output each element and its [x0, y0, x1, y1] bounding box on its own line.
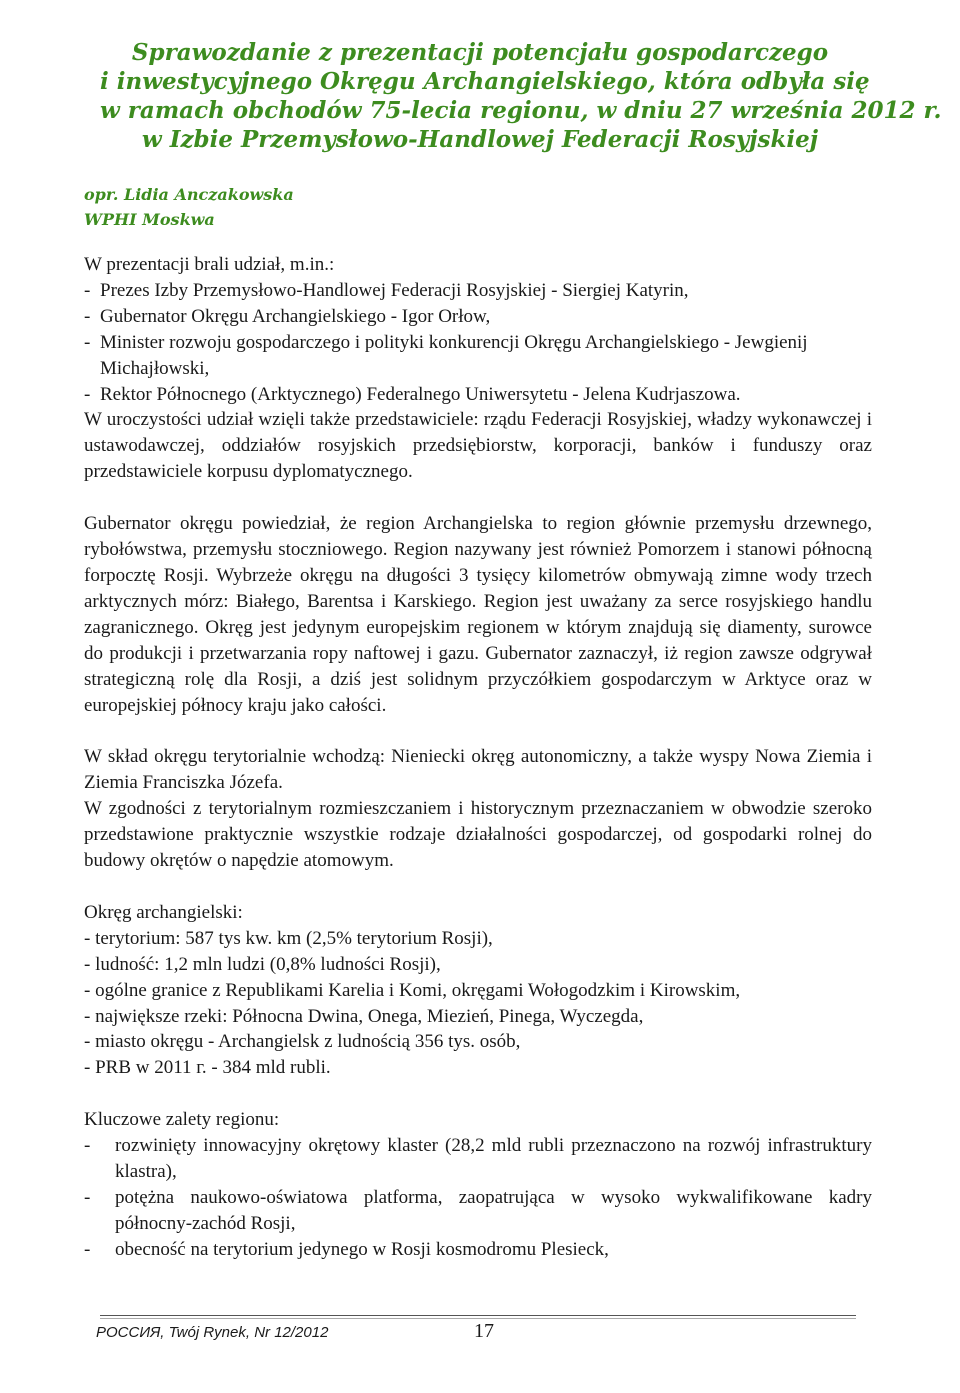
spacer — [84, 1081, 872, 1107]
title-line-1: Sprawozdanie z prezentacji potencjału gospodarczego — [131, 39, 829, 66]
participant-item — [84, 382, 872, 408]
list-dash: - — [84, 1135, 91, 1157]
participant-item — [84, 278, 872, 304]
spacer — [84, 485, 872, 511]
report-body — [84, 252, 872, 1263]
title-line-4: w Izbie Przemysłowo-Handlowej Federacji Rosyjskiej — [141, 126, 819, 153]
activity-paragraph: W zgodności z terytorialnym rozmieszczaniem i historycznym przeznaczaniem w obwodzie szeroko przedstawione praktycznie wszystkie rodzaje działalności gospodarczej, od gospodarki rolnej do budowy okrętów o napędzie atomowym. — [84, 798, 872, 872]
participant-item — [84, 330, 872, 382]
title-line-3: w ramach obchodów 75-lecia regionu, w dniu 27 września 2012 r. — [100, 97, 942, 124]
advantage-text: potężna naukowo-oświatowa platforma, zaopatrująca w wysoko wykwalifikowane kadry północny-zachód Rosji, — [115, 1187, 872, 1234]
spacer — [84, 718, 872, 744]
fact-item: - PRB w 2011 г. - 384 mld rubli. — [84, 1057, 331, 1079]
fact-item: - ogólne granice z Republikami Karelia i Komi, okręgami Wołogodzkim i Kirowskim, — [84, 979, 741, 1001]
participants-intro: W prezentacji brali udział, m.in.: — [84, 254, 335, 275]
author-block — [84, 182, 294, 232]
list-dash: - — [84, 279, 91, 301]
advantage-text: rozwinięty innowacyjny okrętowy klaster (28,2 mld rubli przeznaczono na rozwój infrastruktury klastra), — [115, 1135, 872, 1183]
list-dash: - — [84, 305, 91, 327]
participant-item — [84, 304, 872, 330]
advantage-item — [84, 1237, 872, 1263]
report-title — [100, 38, 942, 154]
list-dash: - — [84, 1187, 91, 1208]
footer-divider-secondary — [100, 1318, 856, 1319]
title-line-2: i inwestycyjnego Okręgu Archangielskiego, która odbyła się — [100, 68, 870, 95]
list-dash: - — [84, 1238, 91, 1260]
footer-divider — [100, 1315, 856, 1316]
fact-item: - miasto okręgu - Archangielsk z ludnością 356 tys. osób, — [84, 1031, 521, 1053]
governor-paragraph: Gubernator okręgu powiedział, że region Archangielska to region głównie przemysłu drzewnego, rybołówstwa, przemysłu stoczniowego. Region nazywany jest również Pomorzem i stanowi północną forpocztę Rosji. Wybrzeże okręgu na długości 3 tysięcy kilometrów obmywają zimne wody trzech arktycznych mórz: Białego, Barentsa i Karskiego. Region jest uważany za serce rosyjskiego handlu zagranicznego. Okręg jest jedynym europejskim regionem w którym znajdują się diamenty, surowce do produkcji i przetwarzania ropy naftowej i gazu. Gubernator zaznaczył, iż region zawsze odgrywał strategiczną rolę dla Rosji, a dziś jest solidnym przyczółkiem gospodarczym w Arktyce oraz w europejskiej północy kraju jako całości. — [84, 513, 872, 716]
participant-text: Gubernator Okręgu Archangielskiego - Igor Orłow, — [100, 305, 491, 327]
list-dash: - — [84, 331, 91, 353]
fact-item: - terytorium: 587 tys kw. km (2,5% terytorium Rosji), — [84, 927, 493, 949]
list-dash: - — [84, 383, 91, 405]
author-org: WPHI Moskwa — [84, 210, 215, 229]
advantage-text: obecność na terytorium jedynego w Rosji kosmodromu Plesieck, — [115, 1238, 609, 1260]
participant-text: Rektor Północnego (Arktycznego) Federalnego Uniwersytetu - Jelena Kudrjaszowa. — [100, 383, 741, 405]
footer-publication: РОССИЯ, Twój Rynek, Nr 12/2012 — [96, 1324, 329, 1341]
participant-text: Prezes Izby Przemysłowo-Handlowej Federacji Rosyjskiej - Siergiej Katyrin, — [100, 279, 689, 301]
facts-heading: Okręg archangielski: — [84, 901, 243, 923]
advantages-heading: Kluczowe zalety regionu: — [84, 1109, 280, 1131]
spacer — [84, 874, 872, 900]
territory-paragraph: W skład okręgu terytorialnie wchodzą: Nieniecki okręg autonomiczny, a także wyspy Nowa Ziemia i Ziemia Franciszka Józefa. — [84, 746, 872, 794]
advantage-item — [84, 1185, 872, 1237]
fact-item: - największe rzeki: Północna Dwina, Onega, Miezień, Pinega, Wyczegda, — [84, 1005, 644, 1027]
author-name: opr. Lidia Anczakowska — [84, 185, 294, 204]
advantage-item — [84, 1133, 872, 1185]
participant-text: Minister rozwoju gospodarczego i polityki konkurencji Okręgu Archangielskiego - Jewgienij Michajłowski, — [100, 331, 808, 379]
ceremony-paragraph: W uroczystości udział wzięli także przedstawiciele: rządu Federacji Rosyjskiej, władzy wykonawczej i ustawodawczej, oddziałów rosyjskich przedsiębiorstw, korporacji, banków i funduszy oraz przedstawiciele korpusu dyplomatycznego. — [84, 409, 872, 483]
fact-item: - ludność: 1,2 mln ludzi (0,8% ludności Rosji), — [84, 953, 441, 975]
page-number: 17 — [474, 1320, 494, 1342]
